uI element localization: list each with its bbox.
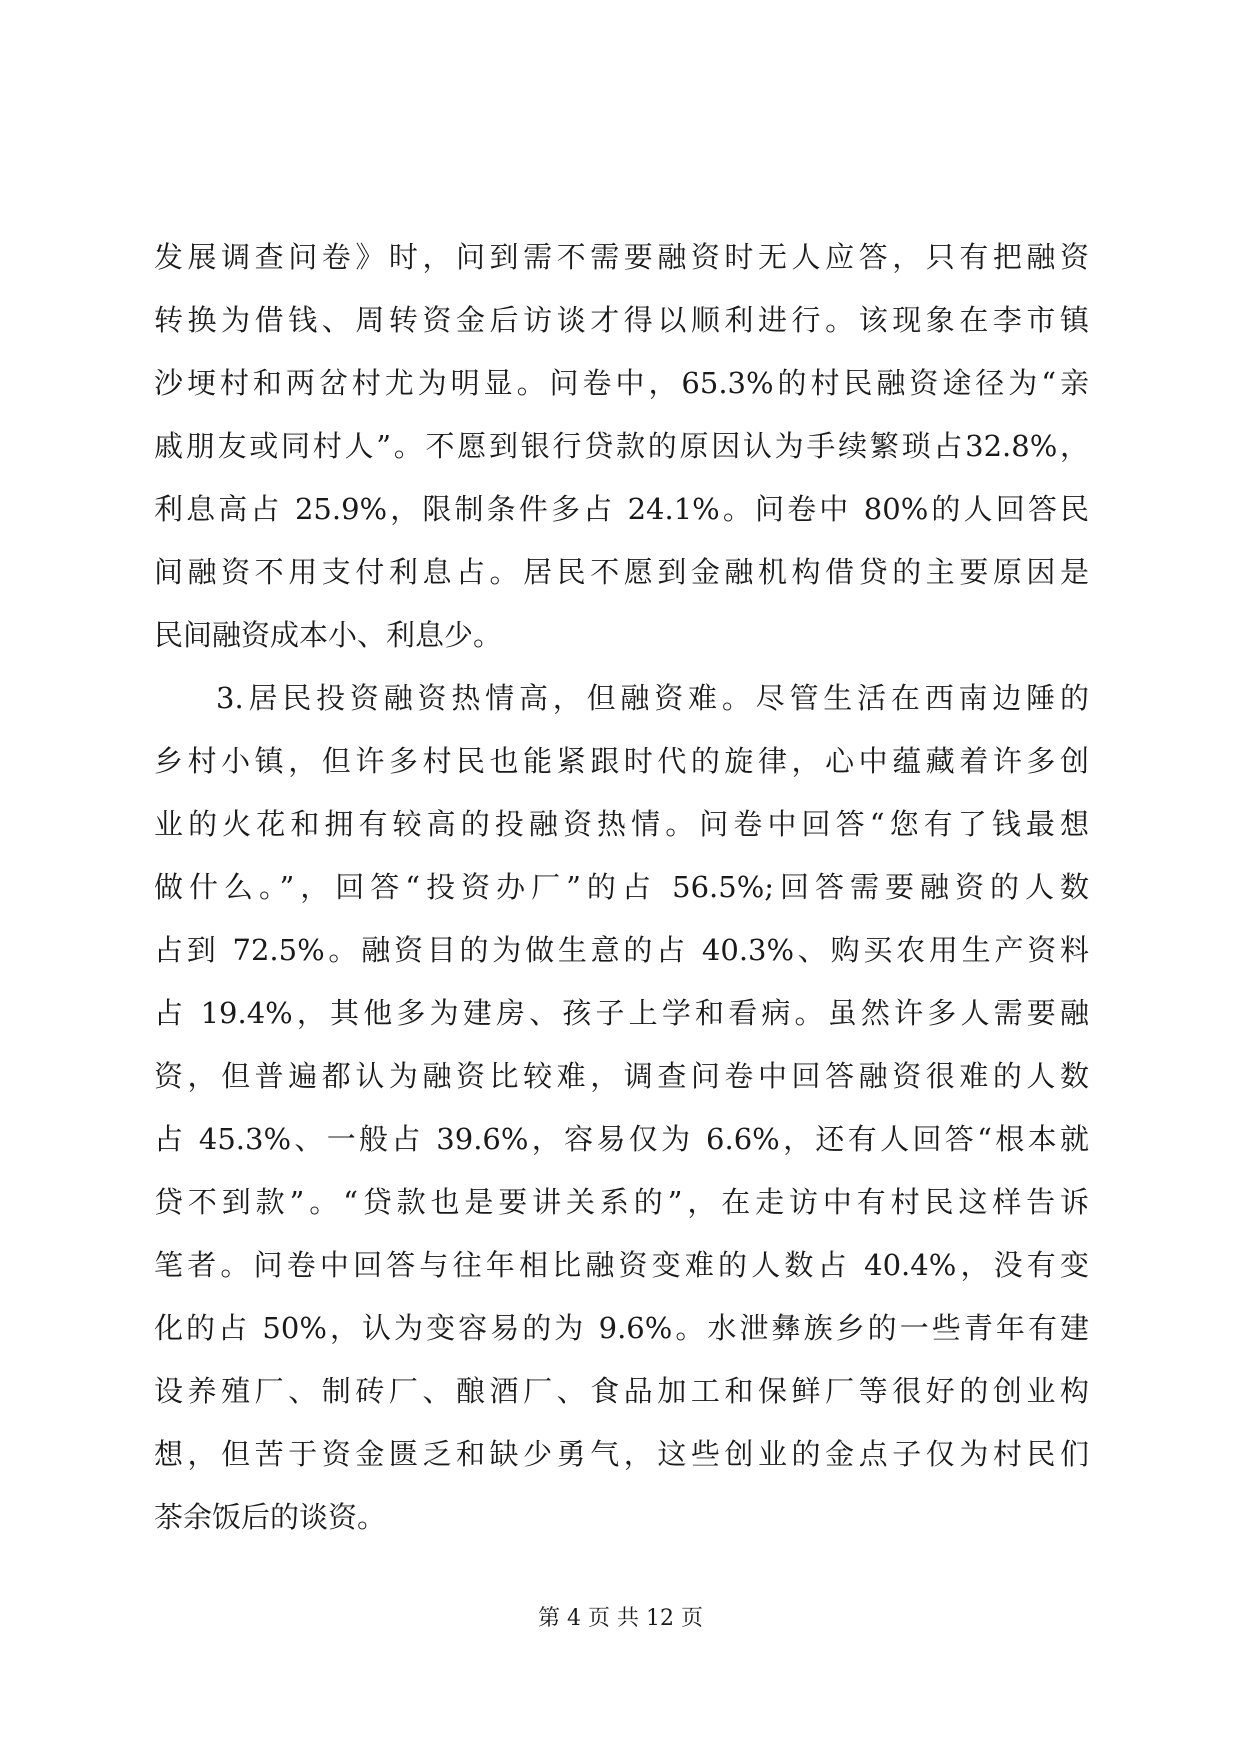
paragraph-line: 戚朋友或同村人”。不愿到银行贷款的原因认为手续繁琐占32.8%， bbox=[154, 429, 1089, 463]
paragraph-line: 设养殖厂、制砖厂、酿酒厂、食品加工和保鲜厂等很好的创业构 bbox=[154, 1374, 1089, 1408]
paragraph-line: 占到 72.5%。融资目的为做生意的占 40.3%、购买农用生产资料 bbox=[154, 933, 1089, 967]
paragraph-line: 笔者。问卷中回答与往年相比融资变难的人数占 40.4%，没有变 bbox=[154, 1248, 1089, 1282]
paragraph-line: 民间融资成本小、利息少。 bbox=[154, 618, 503, 652]
page-number-label: 第 4 页 共 12 页 bbox=[538, 1606, 703, 1631]
page-footer bbox=[0, 1604, 1241, 1634]
document-body bbox=[154, 226, 1089, 1549]
paragraph-line: 化的占 50%，认为变容易的为 9.6%。水泄彝族乡的一些青年有建 bbox=[154, 1311, 1089, 1345]
paragraph-line: 资，但普遍都认为融资比较难，调查问卷中回答融资很难的人数 bbox=[154, 1059, 1089, 1093]
paragraph-line: 业的火花和拥有较高的投融资热情。问卷中回答“您有了钱最想 bbox=[154, 807, 1089, 841]
paragraph-line: 沙埂村和两岔村尤为明显。问卷中，65.3%的村民融资途径为“亲 bbox=[154, 366, 1089, 400]
paragraph-line: 占 19.4%，其他多为建房、孩子上学和看病。虽然许多人需要融 bbox=[154, 996, 1089, 1030]
paragraph-line: 贷不到款”。“贷款也是要讲关系的”，在走访中有村民这样告诉 bbox=[154, 1185, 1089, 1219]
paragraph-line: 发展调查问卷》时，问到需不需要融资时无人应答，只有把融资 bbox=[154, 240, 1089, 274]
paragraph-line: 茶余饭后的谈资。 bbox=[154, 1500, 387, 1534]
paragraph-line: 想，但苦于资金匮乏和缺少勇气，这些创业的金点子仅为村民们 bbox=[154, 1437, 1089, 1471]
paragraph-line: 间融资不用支付利息占。居民不愿到金融机构借贷的主要原因是 bbox=[154, 555, 1089, 589]
paragraph-line: 乡村小镇，但许多村民也能紧跟时代的旋律，心中蕴藏着许多创 bbox=[154, 744, 1089, 778]
paragraph-line: 占 45.3%、一般占 39.6%，容易仅为 6.6%，还有人回答“根本就 bbox=[154, 1122, 1089, 1156]
paragraph-line: 3.居民投资融资热情高，但融资难。尽管生活在西南边陲的 bbox=[216, 681, 1089, 715]
paragraph-line: 转换为借钱、周转资金后访谈才得以顺利进行。该现象在李市镇 bbox=[154, 303, 1089, 337]
paragraph-line: 做什么。”，回答“投资办厂”的占 56.5%;回答需要融资的人数 bbox=[154, 870, 1089, 904]
paragraph-line: 利息高占 25.9%，限制条件多占 24.1%。问卷中 80%的人回答民 bbox=[154, 492, 1089, 526]
